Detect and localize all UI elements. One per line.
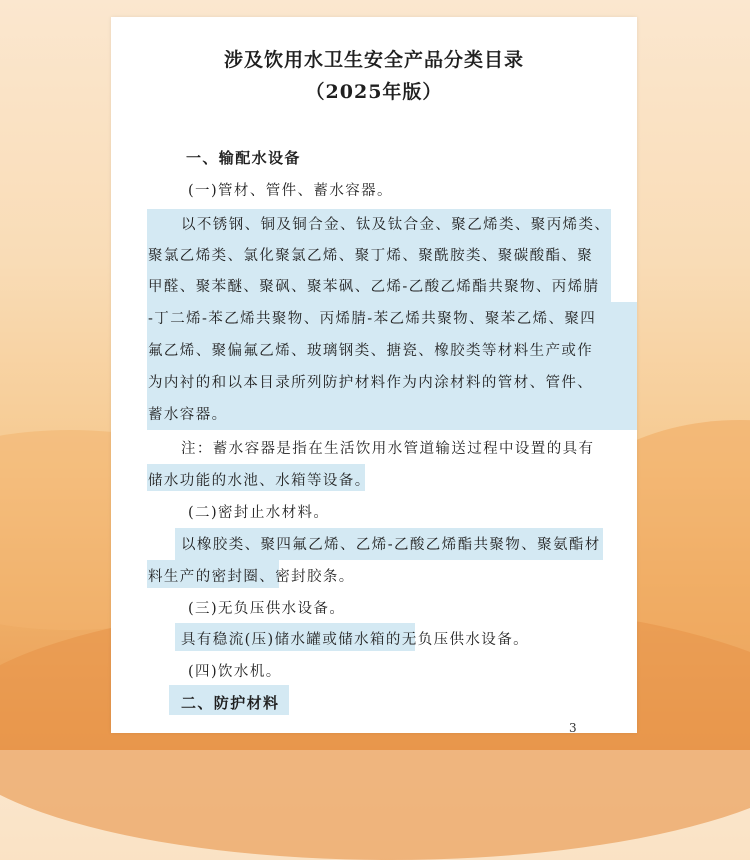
paragraph-line: 氟乙烯、聚偏氟乙烯、玻璃钢类、搪瓷、橡胶类等材料生产或作 — [148, 343, 594, 359]
subsection-heading: (四)饮水机。 — [188, 664, 282, 680]
paragraph-line: -丁二烯-苯乙烯共聚物、丙烯腈-苯乙烯共聚物、聚苯乙烯、聚四 — [148, 311, 597, 327]
section-heading: 二、防护材料 — [181, 694, 280, 712]
paragraph-line: 聚氯乙烯类、氯化聚氯乙烯、聚丁烯、聚酰胺类、聚碳酸酯、聚 — [148, 248, 594, 264]
paragraph-line: 具有稳流(压)储水罐或储水箱的无负压供水设备。 — [181, 632, 530, 648]
subsection-heading: (一)管材、管件、蓄水容器。 — [188, 183, 393, 199]
paragraph-line: 蓄水容器。 — [148, 407, 228, 423]
subsection-heading: (三)无负压供水设备。 — [188, 601, 346, 617]
document-subtitle: （2025年版） — [305, 81, 443, 103]
subsection-heading: (二)密封止水材料。 — [188, 505, 330, 521]
paragraph-line: 以橡胶类、聚四氟乙烯、乙烯-乙酸乙烯酯共聚物、聚氨酯材 — [181, 537, 601, 553]
paragraph-line: 以不锈钢、铜及铜合金、钛及钛合金、聚乙烯类、聚丙烯类、 — [181, 217, 611, 233]
note-line: 储水功能的水池、水箱等设备。 — [148, 473, 371, 489]
paragraph-line: 为内衬的和以本目录所列防护材料作为内涂材料的管材、管件、 — [148, 375, 594, 391]
note-line: 注：蓄水容器是指在生活饮用水管道输送过程中设置的具有 — [181, 441, 595, 457]
document-page — [111, 17, 637, 733]
paragraph-line: 料生产的密封圈、密封胶条。 — [148, 569, 355, 585]
section-heading: 一、输配水设备 — [186, 149, 301, 167]
page-number: 3 — [569, 721, 577, 733]
document-title: 涉及饮用水卫生安全产品分类目录 — [223, 49, 524, 71]
paragraph-line: 甲醛、聚苯醚、聚砜、聚苯砜、乙烯-乙酸乙烯酯共聚物、丙烯腈 — [148, 279, 600, 295]
